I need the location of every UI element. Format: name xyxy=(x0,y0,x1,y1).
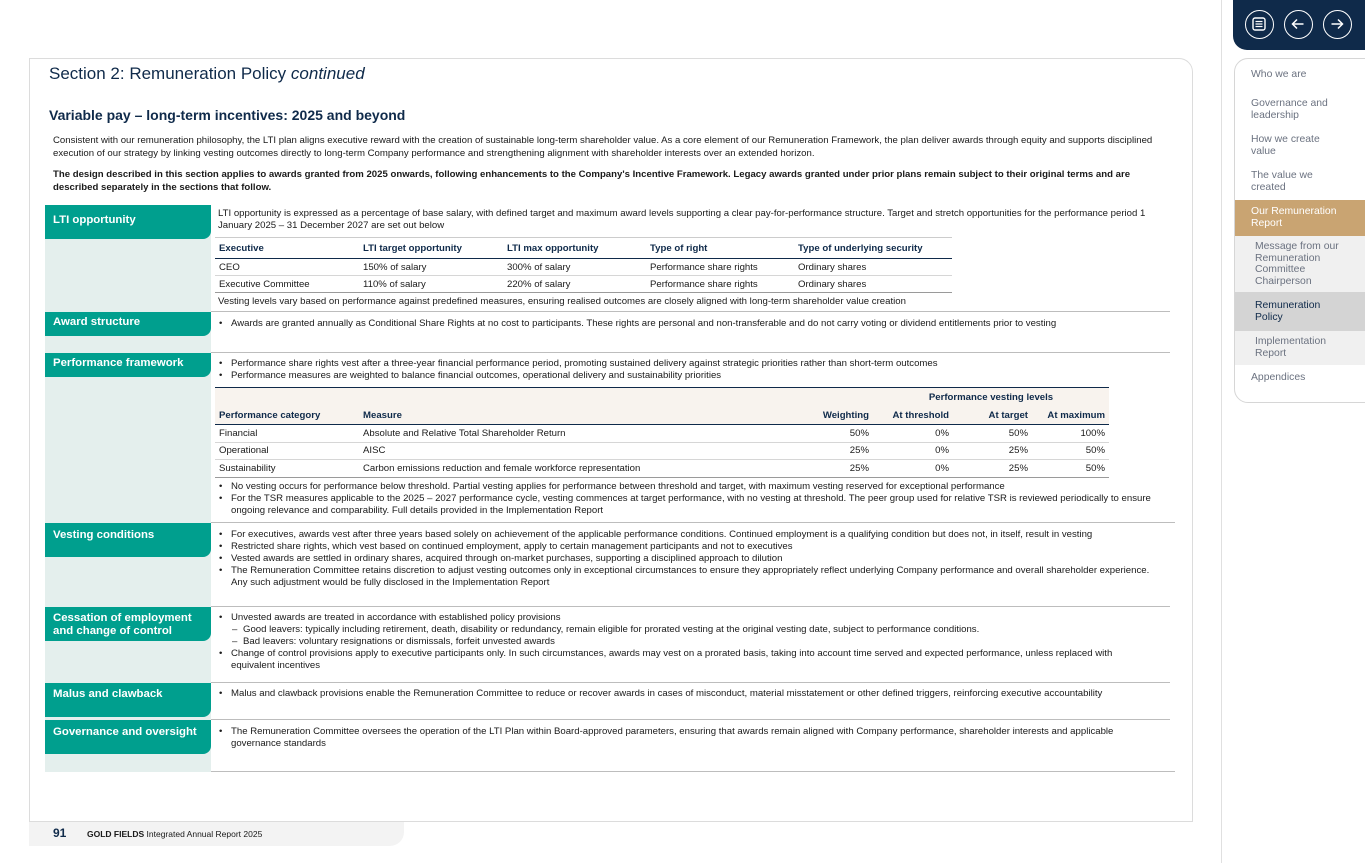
bullet-item: • Change of control provisions apply to executive participants only. In such circumstances, awards may vest on a prorated basis, taking into account time served and expected performance, unless replaced with equivalent incentives xyxy=(218,648,1153,672)
table-cell: Absolute and Relative Total Shareholder Return xyxy=(359,425,799,443)
table-cell: Performance share rights xyxy=(646,259,794,276)
table-cell: 0% xyxy=(873,460,953,478)
table-cell: 300% of salary xyxy=(503,259,646,276)
table-header: Weighting xyxy=(799,407,873,425)
row-divider xyxy=(211,352,1170,353)
footer-brand xyxy=(87,829,262,839)
table-row xyxy=(215,259,952,276)
table-cell: 50% xyxy=(1032,460,1109,478)
nav-toolbar xyxy=(1233,0,1365,50)
table-header: Performance category xyxy=(215,407,359,425)
performance-measures-table xyxy=(215,387,1109,478)
bullet-item: • Unvested awards are treated in accordance with established policy provisions xyxy=(218,612,1153,624)
row-divider xyxy=(211,606,1170,607)
lti-opportunity-table xyxy=(215,237,952,293)
table-header: LTI target opportunity xyxy=(359,238,503,259)
table-header: Type of right xyxy=(646,238,794,259)
table-cell: 25% xyxy=(953,460,1032,478)
row-divider xyxy=(211,522,1175,523)
table-cell: Ordinary shares xyxy=(794,276,952,293)
table-cell: CEO xyxy=(215,259,359,276)
table-header: Executive xyxy=(215,238,359,259)
lti-opportunity-text: LTI opportunity is expressed as a percentage of base salary, with defined target and maximum award levels supporting a clear pay-for-performance structure. Target and stretch opportunities for the performance period 1 January 2025 – 31 December 2027 are set out below xyxy=(218,208,1146,231)
bullet-item: • Performance share rights vest after a three-year financial performance period, promoting sustained delivery against strategic priorities rather than short-term outcomes xyxy=(218,358,1168,370)
table-header: At threshold xyxy=(873,407,953,425)
nav-item-chairperson-message[interactable]: Message from our Remuneration Committee Chairperson xyxy=(1235,236,1365,292)
performance-vesting-levels-header: Performance vesting levels xyxy=(873,388,1109,407)
table-cell: 50% xyxy=(953,425,1032,443)
table-cell: 50% xyxy=(1032,442,1109,460)
table-header: Type of underlying security xyxy=(794,238,952,259)
forward-arrow-icon xyxy=(1329,16,1345,32)
forward-button[interactable] xyxy=(1323,10,1352,39)
bullet-item: • Awards are granted annually as Conditional Share Rights at no cost to participants. These rights are personal and non-transferable and do not carry voting or dividend entitlements prior to vesting xyxy=(218,318,1153,330)
table-cell: 25% xyxy=(799,442,873,460)
nav-item-appendices[interactable]: Appendices xyxy=(1251,372,1306,383)
table-header: At target xyxy=(953,407,1032,425)
label-cessation-of-employment: Cessation of employment and change of control xyxy=(45,607,211,641)
table-cell: Sustainability xyxy=(215,460,359,478)
nav-item-implementation-report[interactable]: Implementation Report xyxy=(1235,331,1365,365)
table-row xyxy=(215,442,1109,460)
bullet-item: • For executives, awards vest after three years based solely on achievement of the applicable performance conditions. Continued employment is a qualifying condition but does not, in itself, result in vesting xyxy=(218,529,1158,541)
section-title-suffix: continued xyxy=(290,64,365,83)
nav-item-governance[interactable]: Governance and leadership xyxy=(1251,98,1328,121)
intro-paragraph: Consistent with our remuneration philosophy, the LTI plan aligns executive reward with the creation of sustainable long-term shareholder value. As a core element of our Remuneration Framework, the plan deliver awards through equity and supports disciplined execution of our strategy by linking vesting outcomes directly to long-term Company performance and strengthening alignment with shareholder interests over an extended horizon. xyxy=(53,135,1153,159)
lti-opportunity-note: Vesting levels vary based on performance against predefined measures, ensuring realised outcomes are closely aligned with long-term shareholder value creation xyxy=(218,296,906,307)
table-cell: 150% of salary xyxy=(359,259,503,276)
table-cell: Performance share rights xyxy=(646,276,794,293)
bullet-item: • Restricted share rights, which vest based on continued employment, apply to certain management participants and not to executives xyxy=(218,541,1158,553)
page-subtitle: Variable pay – long-term incentives: 2025 and beyond xyxy=(49,107,406,123)
table-row xyxy=(215,460,1109,478)
bullet-item: • For the TSR measures applicable to the 2025 – 2027 performance cycle, vesting commences at target performance, with no vesting at threshold. The peer group used for relative TSR is reviewed periodically to ensure ongoing relevance and comparability. Full details provided in the Implementation Report xyxy=(218,493,1166,517)
malus-content xyxy=(218,688,1153,700)
table-header: LTI max opportunity xyxy=(503,238,646,259)
table-header: At maximum xyxy=(1032,407,1109,425)
back-button[interactable] xyxy=(1284,10,1313,39)
nav-divider xyxy=(1221,0,1222,863)
table-cell: AISC xyxy=(359,442,799,460)
sub-bullet-item: – Bad leavers: voluntary resignations or dismissals, forfeit unvested awards xyxy=(218,636,1153,648)
table-cell: 220% of salary xyxy=(503,276,646,293)
label-performance-framework: Performance framework xyxy=(45,353,211,377)
nav-item-who-we-are[interactable]: Who we are xyxy=(1251,69,1307,80)
table-cell: Executive Committee xyxy=(215,276,359,293)
report-name: Integrated Annual Report 2025 xyxy=(146,829,263,839)
bullet-item: • Vested awards are settled in ordinary shares, acquired through on-market purchases, supporting a disciplined approach to dilution xyxy=(218,553,1158,565)
bullet-item: • The Remuneration Committee retains discretion to adjust vesting outcomes only in exceptional circumstances to ensure they appropriately reflect underlying Company performance and overall shareholder experience. Any such adjustment would be fully disclosed in the Implementation Report xyxy=(218,565,1158,589)
bullet-item: • Malus and clawback provisions enable the Remuneration Committee to reduce or recover awards in cases of misconduct, material misstatement or other defined triggers, reinforcing executive accountability xyxy=(218,688,1153,700)
row-divider xyxy=(211,771,1175,772)
intro-note: The design described in this section applies to awards granted from 2025 onwards, following enhancements to the Company's Incentive Framework. Legacy awards granted under prior plans remain subject to their original terms and are described separately in the sections that follow. xyxy=(53,169,1131,193)
table-cell: 0% xyxy=(873,442,953,460)
contents-button[interactable] xyxy=(1245,10,1274,39)
back-arrow-icon xyxy=(1290,16,1306,32)
performance-framework-bullets xyxy=(218,358,1168,382)
brand-name: GOLD FIELDS xyxy=(87,829,145,839)
table-cell: Carbon emissions reduction and female workforce representation xyxy=(359,460,799,478)
table-row xyxy=(215,425,1109,443)
page-number: 91 xyxy=(53,826,67,840)
table-cell: Ordinary shares xyxy=(794,259,952,276)
vesting-conditions-content xyxy=(218,529,1158,589)
table-cell: 25% xyxy=(799,460,873,478)
nav-item-remuneration-report[interactable]: Our Remuneration Report xyxy=(1235,200,1365,236)
bullet-item: • Performance measures are weighted to balance financial outcomes, operational delivery and sustainability priorities xyxy=(218,370,1168,382)
table-row xyxy=(215,276,952,293)
row-divider xyxy=(211,682,1170,683)
table-cell: 50% xyxy=(799,425,873,443)
cessation-content xyxy=(218,612,1153,672)
label-vesting-conditions: Vesting conditions xyxy=(45,523,211,557)
nav-item-how-we-create-value[interactable]: How we create value xyxy=(1251,134,1320,157)
row-divider xyxy=(211,719,1170,720)
table-cell: 100% xyxy=(1032,425,1109,443)
label-governance-and-oversight: Governance and oversight xyxy=(45,720,211,754)
award-structure-content xyxy=(218,318,1153,330)
bullet-item: • The Remuneration Committee oversees the operation of the LTI Plan within Board-approved parameters, ensuring that awards remain aligned with Company performance, shareholder interests and applicable governance standards xyxy=(218,726,1158,750)
nav-item-remuneration-policy[interactable]: Remuneration Policy xyxy=(1235,292,1365,331)
label-award-structure: Award structure xyxy=(45,312,211,336)
section-title: Section 2: Remuneration Policy continued xyxy=(49,64,365,83)
nav-item-value-we-created[interactable]: The value we created xyxy=(1251,170,1313,193)
contents-icon xyxy=(1251,16,1267,32)
table-cell: 0% xyxy=(873,425,953,443)
performance-framework-notes xyxy=(218,481,1166,517)
table-cell: Operational xyxy=(215,442,359,460)
label-malus-and-clawback: Malus and clawback xyxy=(45,683,211,717)
bullet-item: • No vesting occurs for performance below threshold. Partial vesting applies for performance between threshold and target, with maximum vesting reserved for exceptional performance xyxy=(218,481,1166,493)
label-lti-opportunity: LTI opportunity xyxy=(45,205,211,239)
table-cell: 110% of salary xyxy=(359,276,503,293)
row-divider xyxy=(211,311,1170,312)
sub-bullet-item: – Good leavers: typically including retirement, death, disability or redundancy, remain eligible for prorated vesting at the original vesting date, subject to performance conditions. xyxy=(218,624,1153,636)
table-header: Measure xyxy=(359,407,799,425)
governance-content xyxy=(218,726,1158,750)
table-cell: Financial xyxy=(215,425,359,443)
table-cell: 25% xyxy=(953,442,1032,460)
